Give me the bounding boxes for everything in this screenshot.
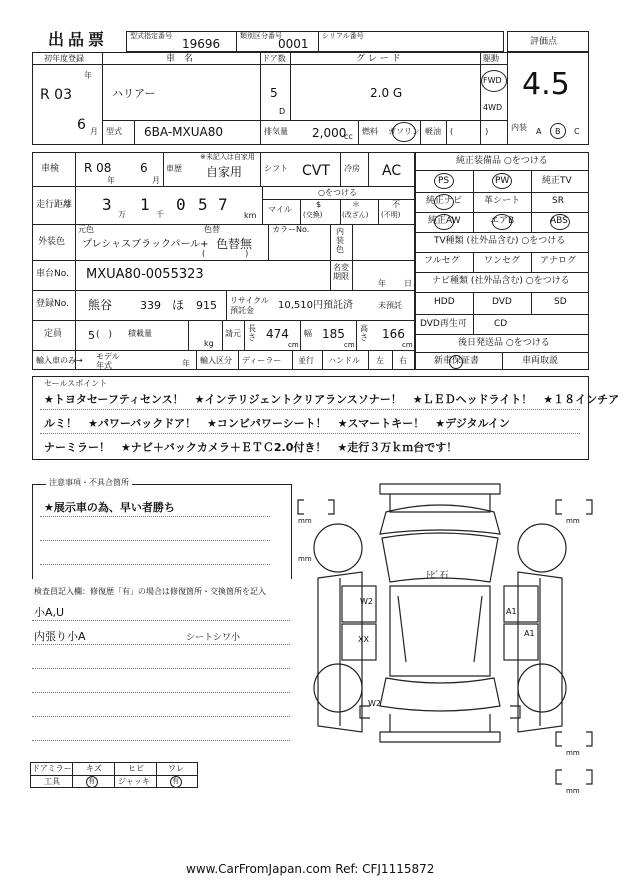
legend-kizu: キズ [86, 764, 102, 773]
type-cert-value: 19696 [182, 37, 221, 51]
tire-bracket-fr [556, 500, 592, 514]
damage-w2-rear: W2 [368, 699, 381, 708]
oil-label: 軽油 [425, 127, 441, 136]
use-note: ※未記入は自家用 [200, 153, 255, 161]
swap-sub: (交換) [303, 211, 323, 219]
tire-bracket-fl [298, 500, 334, 514]
legend-ware: ワレ [168, 764, 184, 773]
first-reg-year-unit: 年 [84, 71, 92, 80]
mileage-digit-2: 1 [140, 195, 150, 214]
tamper-mark: ＊ [352, 200, 360, 209]
type-cert-label: 型式指定番号 [130, 32, 172, 40]
equip-pw: PW [495, 176, 510, 186]
capacity-paren: ( ) [96, 330, 113, 340]
legend-tools: 工具 [44, 777, 60, 786]
mile-label: マイル [268, 205, 292, 214]
wheel-front-left [314, 524, 362, 572]
height-value: 166 [382, 327, 405, 341]
interior-b: B [555, 127, 561, 136]
width-value: 185 [322, 327, 345, 341]
tv-one: ワンセグ [484, 256, 521, 266]
first-reg-era-year: R 03 [40, 87, 72, 103]
inspection-label: 車検 [41, 164, 60, 174]
model-value: 6BA-MXUA80 [144, 125, 223, 139]
handle-left: 左 [376, 356, 384, 365]
mileage-sen: 千 [156, 210, 164, 219]
use-label: 車歴 [166, 164, 182, 173]
unknown-sub: (不明) [381, 211, 401, 219]
length-label: 長さ [248, 324, 256, 342]
width-label: 幅 [304, 329, 312, 338]
height-label: 高さ [360, 324, 368, 342]
legend-jack: ジャッキ [118, 777, 150, 786]
first-reg-label: 初年度登録 [44, 54, 84, 63]
tire-bracket-rr [556, 732, 592, 746]
handle-right: 右 [399, 356, 407, 365]
car-name-value: ハリアー [112, 87, 156, 100]
damage-w2-left: W2 [360, 597, 373, 606]
equip-leather: 革シート [484, 196, 521, 206]
wheel-rear-left [314, 664, 362, 712]
equip-navi: 純正ナビ [426, 196, 463, 206]
color-change-label: 色替 [204, 225, 220, 234]
grade-value: 2.0 G [370, 86, 403, 100]
capacity-value: 5 [88, 329, 95, 342]
orig-color-value: プレシャスブラックパール+ [82, 239, 209, 250]
navi-dvd-play: DVD再生可 [420, 319, 467, 329]
roof [390, 586, 490, 676]
inspection-month-unit: 月 [152, 176, 160, 185]
navi-sd: SD [554, 297, 567, 307]
color-change-paren: ( ) [202, 249, 249, 258]
interior-a: A [536, 127, 542, 136]
ukeoi-label: 請元 [225, 329, 241, 338]
handle-label: ハンドル [328, 356, 360, 365]
length-unit: cm [288, 341, 299, 349]
color-no-label: カラーNo. [272, 225, 310, 234]
drive-4wd: 4WD [483, 103, 503, 112]
chassis-value: MXUA80-0055323 [86, 267, 204, 282]
color-label: 外装色 [38, 237, 66, 247]
oil-paren: ( ) [450, 127, 489, 136]
legend-hibi: ヒビ [128, 764, 144, 773]
footer-ref: www.CarFromJapan.com Ref: CFJ1115872 [186, 862, 435, 876]
shift-value: CVT [302, 163, 330, 179]
drive-label: 駆動 [483, 54, 499, 63]
class-no-value: 0001 [278, 37, 309, 51]
grade-label: グ レ ー ド [356, 54, 401, 64]
tire-unit-fr: mm [566, 517, 580, 525]
mileage-check-note: ○をつける [318, 188, 357, 197]
right-front-door [504, 586, 538, 622]
import-parallel: 並行 [298, 356, 314, 365]
registration-label: 登録No. [36, 299, 69, 309]
registration-kana: ほ [172, 298, 185, 312]
windshield-note: ﾄﾋﾞ石 [426, 571, 449, 581]
recycle-value: 10,510円預託済 [278, 300, 353, 311]
rear-window [380, 678, 500, 711]
tv-type-header: TV種類 (社外品含む) ○をつける [434, 236, 566, 246]
navi-hdd: HDD [434, 297, 455, 307]
chassis-label: 車台No. [36, 269, 69, 279]
sales-line-2: ルミ！ ★パワーバックドア！ ★コンビパワーシート！ ★スマートキー！ ★デジタルイン [44, 417, 510, 430]
damage-xx: XX [358, 635, 369, 644]
name-change-label: 名変期限 [333, 263, 349, 281]
drive-fwd: FWD [483, 76, 502, 85]
sales-label: セールスポイント [44, 379, 108, 388]
first-reg-month: 6 [77, 117, 86, 133]
mileage-digit-5: 7 [218, 195, 228, 214]
import-class-label: 輸入区分 [200, 356, 232, 365]
later-warranty: 新車保証書 [434, 356, 480, 366]
sales-line-1: ★トヨタセーフティセンス！ ★インテリジェントクリアランスソナー！ ★ＬＥＤヘッドライト！ ★１８インチア [44, 393, 620, 406]
equip-airbag: エアB [490, 216, 515, 226]
mileage-digit-3: 0 [176, 195, 186, 214]
legend-jack-yes: 有 [172, 777, 179, 785]
sheet-title: 出品票 [48, 30, 109, 49]
registration-region: 熊谷 [88, 298, 113, 312]
equipment-header: 純正装備品 ○をつける [456, 156, 548, 166]
car-damage-diagram [290, 478, 620, 808]
mileage-man: 万 [118, 210, 126, 219]
model-label: 型式 [106, 127, 122, 136]
tire-unit-spare: mm [566, 787, 580, 795]
load-label: 積載量 [128, 329, 152, 338]
recycle-label: リサイクル預託金 [230, 296, 269, 315]
name-change-year: 年 [378, 279, 386, 288]
sales-line-3: ナーミラー！ ★ナビ＋バックカメラ＋ＥＴＣ2.0付き！ ★走行３万ｋｍ台です！ [44, 441, 458, 454]
swap-mark: $ [316, 200, 322, 209]
ac-label: 冷房 [344, 164, 360, 173]
legend-door-mirror: ドアミラー [32, 764, 72, 773]
interior-c: C [574, 127, 580, 136]
first-reg-month-unit: 月 [90, 127, 98, 136]
mileage-digit-4: 5 [198, 195, 208, 214]
later-manual: 車両取説 [522, 356, 559, 366]
shift-label: シフト [264, 164, 288, 173]
fuel-label: 燃料 [362, 127, 378, 136]
tire-bracket-spare [556, 770, 592, 784]
registration-number: 915 [196, 299, 217, 312]
orig-color-label: 元色 [78, 225, 94, 234]
doors-value: 5 [270, 86, 278, 100]
height-unit: cm [402, 341, 413, 349]
equip-ps: PS [438, 176, 450, 186]
inspector-line-2b: シートシワ小 [186, 633, 241, 643]
damage-a1-right-1: A1 [506, 607, 517, 616]
tire-unit-rl: mm [298, 555, 312, 563]
tv-full: フルセグ [424, 256, 460, 266]
model-year-label: モデル年式 [96, 352, 120, 371]
wheel-rear-right [518, 664, 566, 712]
doors-suffix: D [279, 107, 286, 116]
width-unit: cm [344, 341, 355, 349]
import-dealer: ディーラー [242, 356, 282, 365]
later-header: 後日発送品 ○をつける [458, 338, 550, 348]
color-change-value: 色替無 [216, 237, 253, 251]
inspector-line-1: 小A,U [34, 606, 65, 619]
notes-text: ★展示車の為、早い者勝ち [44, 501, 175, 514]
equip-aw: 純正AW [428, 216, 461, 226]
tv-analog: アナログ [540, 256, 577, 266]
damage-a1-right-2: A1 [524, 629, 535, 638]
displacement-value: 2,000 [312, 126, 347, 140]
interior-color-label: 内装色 [336, 227, 344, 254]
inspection-era: R 08 [84, 161, 112, 175]
tire-unit-rr: mm [566, 749, 580, 757]
navi-type-header: ナビ種類 (社外品含む) ○をつける [432, 276, 570, 286]
car-name-label: 車 名 [166, 54, 194, 64]
registration-class: 339 [140, 299, 161, 312]
capacity-label: 定員 [44, 329, 63, 339]
tire-unit-fl: mm [298, 517, 312, 525]
recycle-unpaid: 未預託 [378, 301, 402, 310]
serial-label: シリアル番号 [322, 32, 364, 40]
equip-sr: SR [552, 196, 564, 206]
mileage-digit-1: 3 [102, 195, 112, 214]
ac-value: AC [382, 163, 402, 179]
fuel-value: ガソリン [388, 127, 420, 136]
load-unit: kg [204, 339, 214, 348]
wheel-front-right [518, 524, 566, 572]
inspection-year-unit: 年 [107, 176, 115, 185]
doors-label: ドア数 [262, 54, 286, 63]
inspector-label: 検査員記入欄：修復歴「有」の場合は修復箇所・交換箇所を記入 [34, 587, 266, 596]
model-year-unit: 年 [182, 359, 190, 368]
rear-bumper [380, 714, 500, 742]
tamper-sub: (改ざん) [342, 211, 369, 219]
displacement-unit: cc [344, 132, 353, 141]
front-bumper [380, 484, 500, 512]
name-change-day: 日 [404, 279, 412, 288]
import-only-label: 輸入車のみ→ [36, 356, 83, 365]
class-no-label: 類別区分番号 [240, 32, 282, 40]
score-label: 評価点 [530, 37, 558, 47]
mileage-label: 走行距離 [36, 200, 73, 210]
inspector-line-2a: 内張り小A [34, 630, 86, 643]
inspection-month: 6 [140, 161, 148, 175]
length-value: 474 [266, 327, 289, 341]
displacement-label: 排気量 [264, 127, 288, 136]
equip-tv: 純正TV [542, 176, 572, 186]
equip-abs: ABS [550, 216, 568, 226]
hood [380, 505, 500, 534]
navi-cd: CD [494, 319, 508, 329]
legend-tools-yes: 有 [88, 777, 95, 785]
score-value: 4.5 [522, 67, 570, 102]
use-value: 自家用 [206, 165, 243, 179]
unknown-mark: 不 [392, 200, 400, 209]
mileage-km: km [244, 211, 257, 220]
interior-label: 内装 [511, 123, 527, 132]
navi-dvd: DVD [492, 297, 512, 307]
notes-label: 注意事項・不具合箇所 [46, 479, 132, 487]
